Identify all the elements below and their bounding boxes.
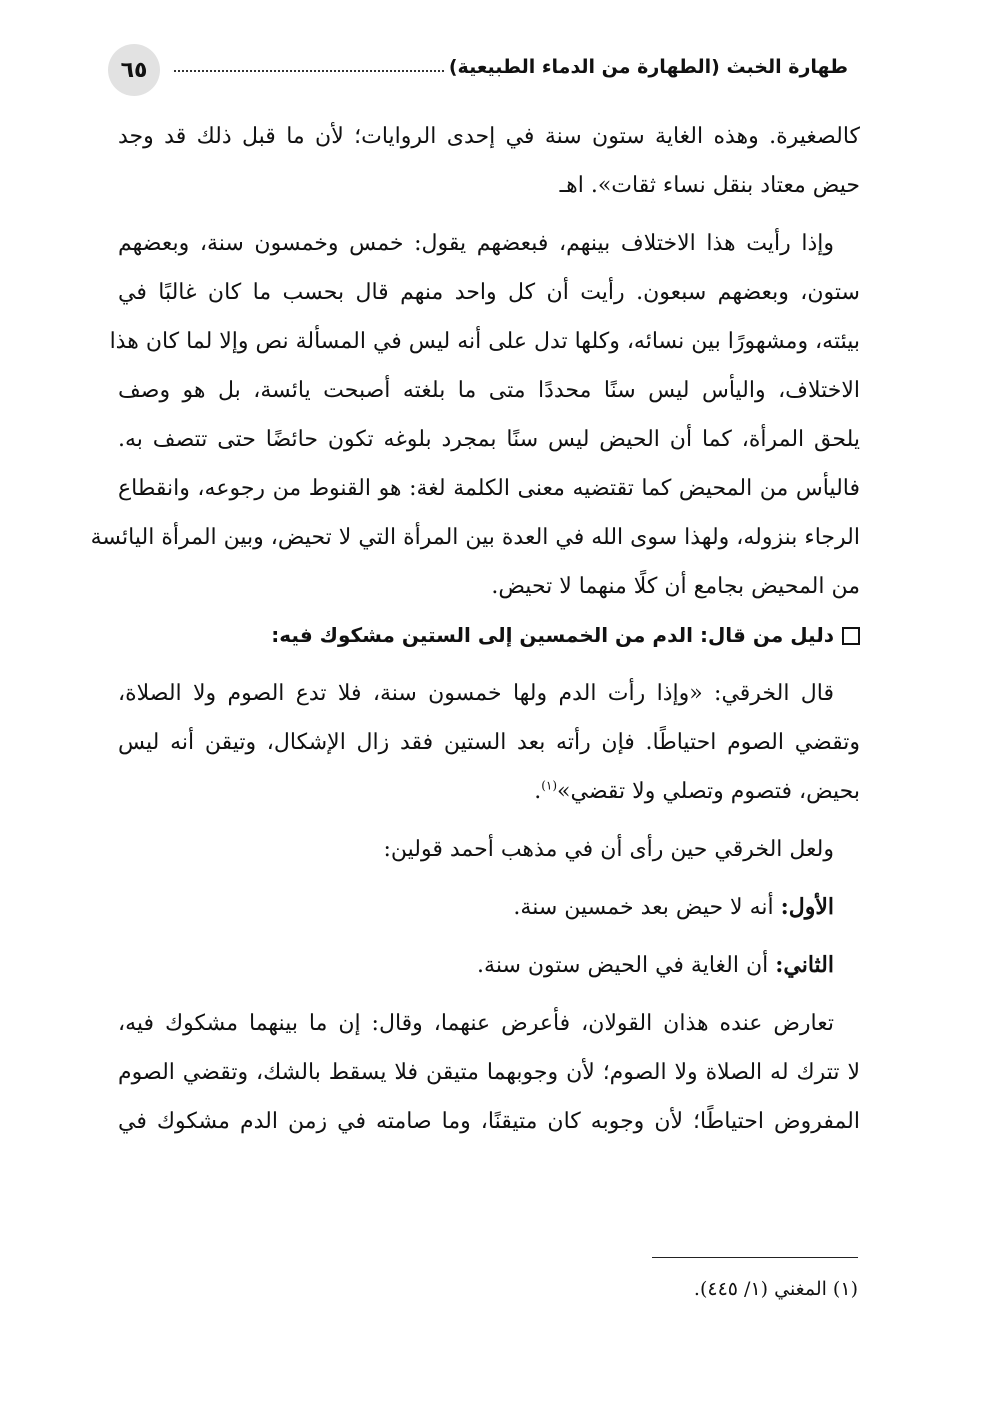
section-heading-text: دليل من قال: الدم من الخمسين إلى الستين مشكوك فيه: xyxy=(271,623,834,647)
text-line: الرجاء بنزوله، ولهذا سوى الله في العدة بين المرأة التي لا تحيض، وبين المرأة اليائسة xyxy=(90,525,860,550)
paragraph-5 xyxy=(118,999,860,1146)
text-line: لا تترك له الصلاة ولا الصوم؛ لأن وجوبهما متيقن فلا يسقط بالشك، وتقضي الصوم xyxy=(118,1060,860,1085)
quote-end: بحيض، فتصوم وتصلي ولا تقضي» xyxy=(557,779,860,804)
second-text: أن الغاية في الحيض ستون سنة. xyxy=(477,953,776,978)
text-line: بيئته، ومشهورًا بين نسائه، وكلها تدل على أنه ليس في المسألة نص وإلا لما كان هذا xyxy=(109,329,860,354)
text-line: تعارض عنده هذان القولان، فأعرض عنهما، وقال: إن ما بينهما مشكوك فيه، xyxy=(118,1011,834,1036)
checkbox-square-icon xyxy=(842,627,860,645)
page-number: ٦٥ xyxy=(108,44,160,96)
second-opinion xyxy=(118,941,860,990)
text-line: فاليأس من المحيض كما تقتضيه معنى الكلمة لغة: هو القنوط من رجوعه، وانقطاع xyxy=(118,476,860,501)
paragraph-1 xyxy=(118,112,860,210)
section-heading xyxy=(118,611,860,660)
text-line: حيض معتاد بنقل نساء ثقات». اهـ xyxy=(559,173,860,198)
text-line: المفروض احتياطًا؛ لأن وجوبه كان متيقنًا، وما صامته في زمن الدم مشكوك في xyxy=(118,1109,860,1134)
text-line: الاختلاف، واليأس ليس سنًا محددًا متى ما بلغته أصبحت يائسة، بل هو وصف xyxy=(118,378,860,403)
paragraph-4: ولعل الخرقي حين رأى أن في مذهب أحمد قولين: xyxy=(383,837,834,862)
text-line: وتقضي الصوم احتياطًا. فإن رأته بعد الستين فقد زال الإشكال، وتيقن أنه ليس xyxy=(118,730,860,755)
footnote-separator xyxy=(652,1257,858,1258)
first-text: أنه لا حيض بعد خمسين سنة. xyxy=(513,895,781,920)
text-line: يلحق المرأة، كما أن الحيض ليس سنًا بمجرد بلوغه تكون حائضًا حتى تتصف به. xyxy=(118,427,860,452)
text-line: قال الخرقي: «وإذا رأت الدم ولها خمسون سنة، فلا تدع الصوم ولا الصلاة، xyxy=(118,681,834,706)
text-line: ستون، وبعضهم سبعون. رأيت أن كل واحد منهم قال بحسب ما كان غالبًا في xyxy=(118,280,860,305)
second-label: الثاني: xyxy=(775,952,834,978)
running-title-text: طهارة الخبث (الطهارة من الدماء الطبيعية) xyxy=(445,56,848,78)
period: . xyxy=(534,779,542,804)
footnote-marker: (١) xyxy=(541,778,558,793)
first-opinion xyxy=(118,883,860,932)
paragraph-3 xyxy=(118,669,860,816)
page-body xyxy=(90,112,860,1146)
footnote: (١) المغني (١/ ٤٤٥). xyxy=(693,1278,858,1300)
text-line: من المحيض بجامع أن كلًا منهما لا تحيض. xyxy=(491,574,860,599)
text-line: كالصغيرة. وهذه الغاية ستون سنة في إحدى الروايات؛ لأن ما قبل ذلك قد وجد xyxy=(118,124,860,149)
text-line xyxy=(118,767,860,816)
paragraph-2 xyxy=(90,219,860,611)
first-label: الأول: xyxy=(780,894,834,920)
running-title xyxy=(445,56,848,78)
page-header xyxy=(108,44,848,96)
text-line: وإذا رأيت هذا الاختلاف بينهم، فبعضهم يقول: خمس وخمسون سنة، وبعضهم xyxy=(118,231,834,256)
